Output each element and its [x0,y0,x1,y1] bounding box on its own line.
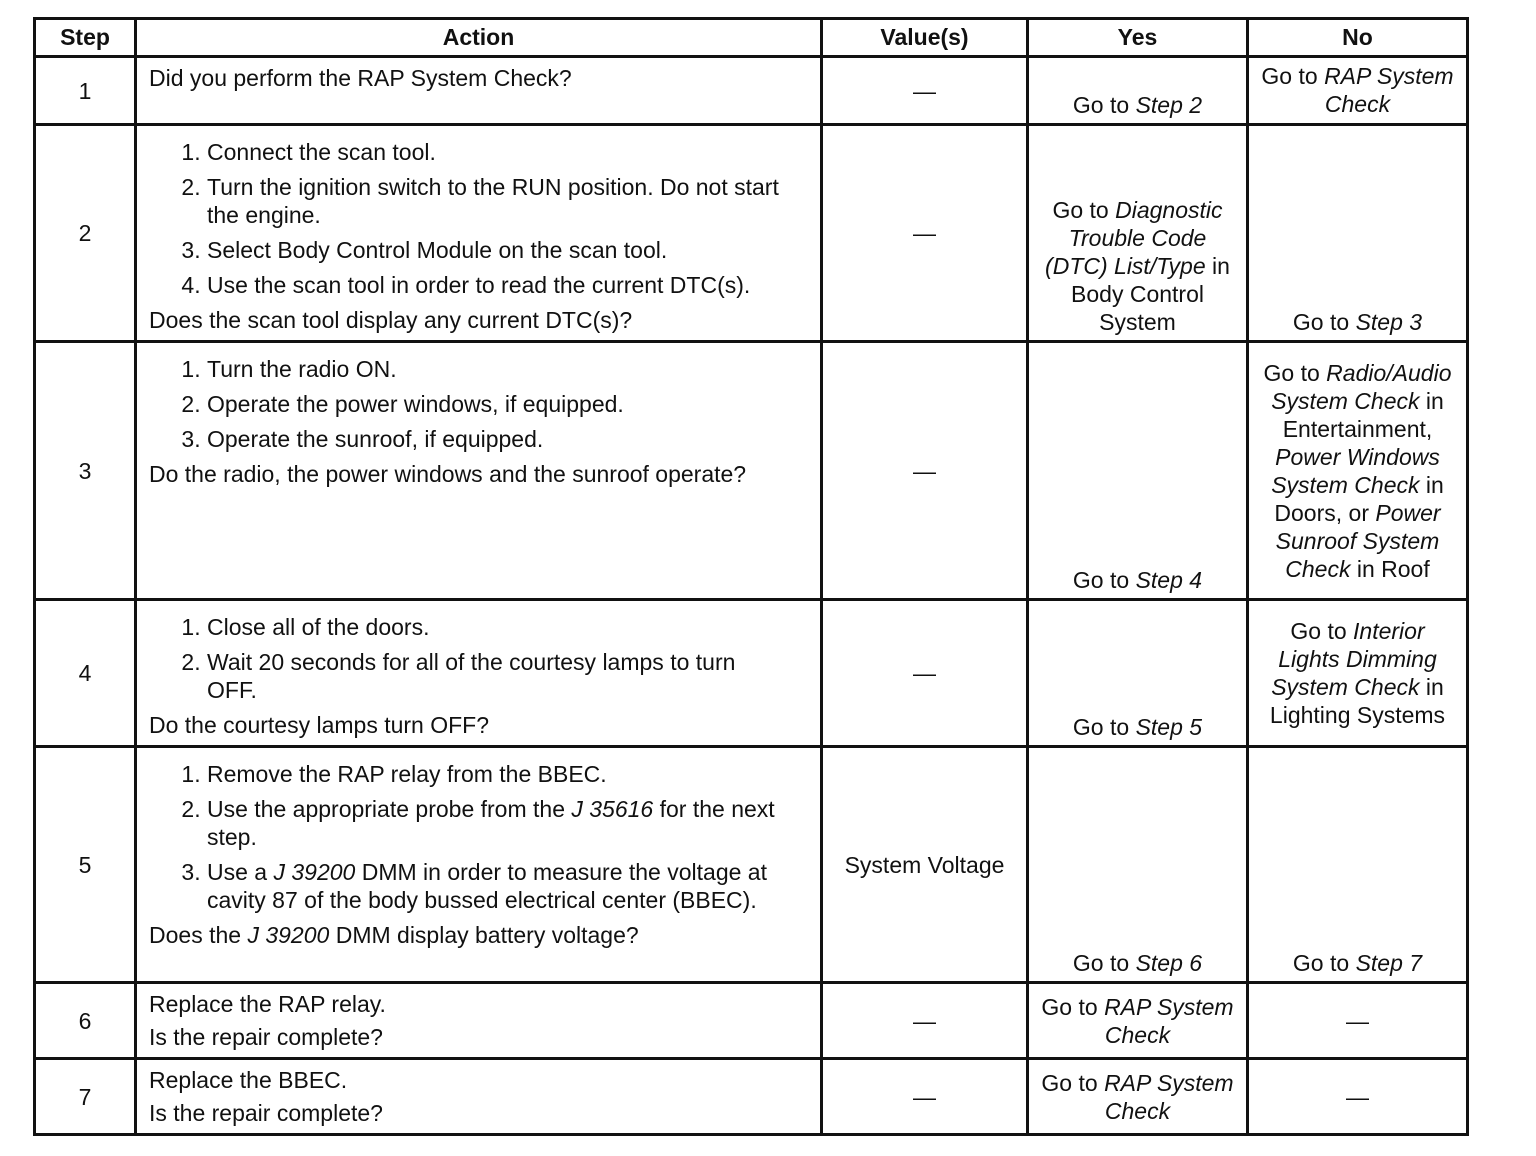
value-cell: — [822,600,1028,747]
instruction-item: 3. Operate the sunroof, if equipped. [207,425,810,453]
tool-number: J 35616 [571,796,654,822]
instruction-item: 1. Remove the RAP relay from the BBEC. [207,760,810,788]
step-link[interactable]: Step 2 [1135,92,1203,118]
section-text: in Roof [1350,555,1430,582]
question: Did you perform the RAP System Check? [149,65,572,91]
table-row [35,342,1468,600]
instruction-text: Replace the BBEC. [149,1067,348,1093]
instruction-list [149,760,810,914]
go-to-text: Go to [1292,309,1356,335]
procedure-link[interactable]: Interior Lights Dimming System Check [1271,618,1437,700]
step-number: 2 [35,125,136,342]
section-text: in Entertainment, [1282,387,1444,442]
action-cell [136,342,822,600]
step-link[interactable]: Step 4 [1135,567,1203,593]
question-text: DMM display battery voltage? [329,922,639,948]
step-number: 4 [35,600,136,747]
value-cell: — [822,342,1028,600]
instruction-text: DMM in order to measure the voltage at cavity 87 of the body bussed electrical center (BBEC). [207,859,767,913]
question: Does the scan tool display any current DTC(s)? [149,307,633,333]
question [149,921,810,949]
procedure-link[interactable]: RAP System Check [1104,1069,1234,1124]
yes-cell [1028,600,1248,747]
question: Do the radio, the power windows and the sunroof operate? [149,461,747,487]
no-cell [1248,600,1468,747]
yes-cell [1028,342,1248,600]
instruction-text: for the next step. [207,796,775,850]
question-text: Does the [149,922,248,948]
instruction-item: 1. Turn the radio ON. [207,355,810,383]
tool-number: J 39200 [247,922,330,948]
header-yes: Yes [1028,19,1248,57]
yes-cell [1028,57,1248,125]
go-to-text: Go to [1261,63,1325,89]
yes-cell [1028,747,1248,983]
instruction-item: 2. Operate the power windows, if equipped. [207,390,810,418]
action-cell [136,747,822,983]
go-to-text: Go to [1290,618,1354,644]
instruction-item: 3. Select Body Control Module on the scan tool. [207,236,810,264]
procedure-link[interactable]: Diagnostic Trouble Code (DTC) List/Type [1045,197,1223,279]
instruction-list [149,613,810,704]
instruction-text: Use the appropriate probe from the [207,796,572,822]
go-to-text: Go to [1041,993,1105,1020]
procedure-link[interactable]: RAP System Check [1324,63,1454,117]
section-text: in Body Control System [1071,253,1230,335]
question: Do the courtesy lamps turn OFF? [149,712,490,738]
tool-number: J 39200 [273,859,356,885]
table-row [35,983,1468,1059]
yes-cell [1028,1059,1248,1135]
value-cell: — [822,983,1028,1059]
no-cell [1248,125,1468,342]
instruction-item [207,858,810,914]
header-no: No [1248,19,1468,57]
action-cell [136,57,822,125]
header-row [35,19,1468,57]
instruction-text: Use a [207,859,274,885]
go-to-text: Go to [1072,92,1136,118]
action-cell [136,1059,822,1135]
instruction-item: 2. Turn the ignition switch to the RUN position. Do not start the engine. [207,173,810,229]
instruction-item: 1. Connect the scan tool. [207,138,810,166]
go-to-text: Go to [1292,950,1356,976]
step-number: 3 [35,342,136,600]
table-row [35,600,1468,747]
table-row [35,125,1468,342]
step-number: 6 [35,983,136,1059]
value-cell: System Voltage [822,747,1028,983]
go-to-text: Go to [1072,567,1136,593]
go-to-text: Go to [1041,1069,1105,1096]
go-to-text: Go to [1052,197,1116,223]
value-cell: — [822,57,1028,125]
procedure-link[interactable]: Power Sunroof System Check [1275,499,1441,582]
step-number: 7 [35,1059,136,1135]
section-text: in Lighting Systems [1269,674,1446,728]
no-cell [1248,342,1468,600]
value-cell: — [822,125,1028,342]
table-row [35,747,1468,983]
action-cell [136,600,822,747]
diagnostic-table [33,17,1469,1136]
instruction-list [149,355,810,453]
go-to-text: Go to [1263,359,1327,386]
no-cell: — [1248,1059,1468,1135]
value-cell: — [822,1059,1028,1135]
step-number: 5 [35,747,136,983]
header-values: Value(s) [822,19,1028,57]
section-text: in Doors, or [1274,471,1444,526]
procedure-link[interactable]: RAP System Check [1104,993,1234,1048]
header-step: Step [35,19,136,57]
procedure-link[interactable]: Radio/Audio System Check [1271,359,1452,414]
question: Is the repair complete? [149,1100,383,1126]
no-cell [1248,747,1468,983]
go-to-text: Go to [1072,950,1136,976]
step-link[interactable]: Step 6 [1135,950,1203,976]
header-action: Action [136,19,822,57]
yes-cell [1028,125,1248,342]
no-cell: — [1248,983,1468,1059]
go-to-text: Go to [1072,714,1136,740]
action-cell [136,983,822,1059]
yes-cell [1028,983,1248,1059]
table-row [35,57,1468,125]
instruction-item: 4. Use the scan tool in order to read the current DTC(s). [207,271,810,299]
instruction-item: 1. Close all of the doors. [207,613,810,641]
question: Is the repair complete? [149,1024,383,1050]
procedure-link[interactable]: Power Windows System Check [1271,443,1440,498]
step-number: 1 [35,57,136,125]
step-link[interactable]: Step 5 [1135,714,1203,740]
instruction-item: 2. Wait 20 seconds for all of the courtesy lamps to turn OFF. [207,648,810,704]
instruction-text: Replace the RAP relay. [149,991,386,1017]
table-row [35,1059,1468,1135]
step-link[interactable]: Step 3 [1355,309,1423,335]
instruction-item [207,795,810,851]
action-cell [136,125,822,342]
instruction-list [149,138,810,299]
no-cell [1248,57,1468,125]
step-link[interactable]: Step 7 [1355,950,1423,976]
